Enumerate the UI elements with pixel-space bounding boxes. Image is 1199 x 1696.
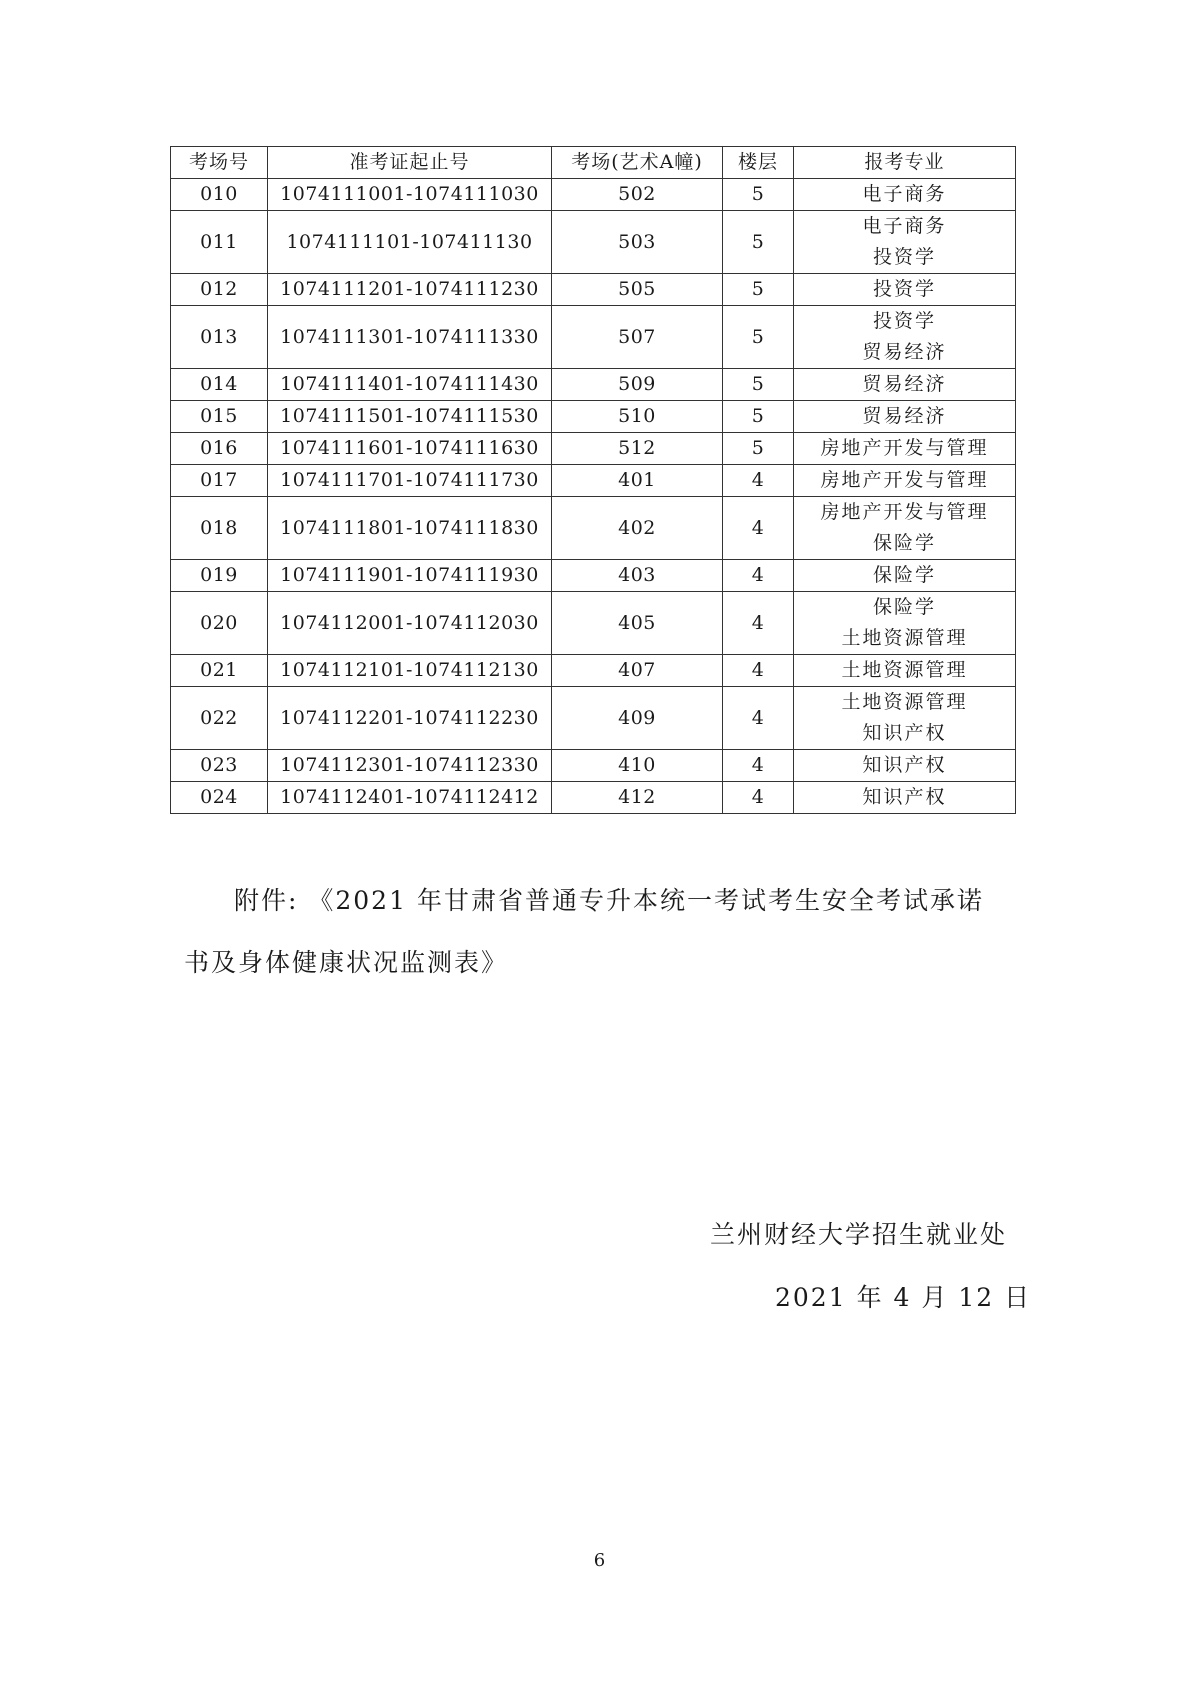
hall-cell: 401 <box>552 465 723 497</box>
hall-cell: 407 <box>552 655 723 687</box>
floor-cell: 4 <box>723 750 794 782</box>
major-cell <box>794 687 1016 750</box>
table-row <box>171 211 1016 274</box>
major-name: 投资学 <box>872 278 936 300</box>
header-major: 报考专业 <box>794 147 1016 179</box>
major-name: 知识产权 <box>862 754 947 776</box>
major-name: 贸易经济 <box>862 373 947 395</box>
major-name: 投资学 <box>872 246 936 268</box>
table-row <box>171 560 1016 592</box>
ticket-range-cell: 1074111901-1074111930 <box>268 560 552 592</box>
major-cell <box>794 465 1016 497</box>
floor-cell: 4 <box>723 782 794 814</box>
major-cell <box>794 306 1016 369</box>
hall-cell: 503 <box>552 211 723 274</box>
ticket-range-cell: 1074112201-1074112230 <box>268 687 552 750</box>
table-row <box>171 655 1016 687</box>
floor-cell: 4 <box>723 497 794 560</box>
floor-cell: 5 <box>723 401 794 433</box>
major-cell <box>794 211 1016 274</box>
major-cell <box>794 497 1016 560</box>
ticket-range-cell: 1074111001-1074111030 <box>268 179 552 211</box>
page-number: 6 <box>593 1550 606 1571</box>
hall-cell: 502 <box>552 179 723 211</box>
hall-cell: 510 <box>552 401 723 433</box>
table-row <box>171 274 1016 306</box>
hall-cell: 509 <box>552 369 723 401</box>
ticket-range-cell: 1074112301-1074112330 <box>268 750 552 782</box>
table-body <box>171 179 1016 814</box>
floor-cell: 5 <box>723 211 794 274</box>
room-cell: 017 <box>171 465 268 497</box>
hall-cell: 512 <box>552 433 723 465</box>
issuer-signature: 兰州财经大学招生就业处 <box>710 1220 1008 1249</box>
major-name: 知识产权 <box>862 722 947 744</box>
ticket-range-cell: 1074111701-1074111730 <box>268 465 552 497</box>
room-cell: 011 <box>171 211 268 274</box>
room-cell: 018 <box>171 497 268 560</box>
ticket-range-cell: 1074111201-1074111230 <box>268 274 552 306</box>
issue-date: 2021 年 4 月 12 日 <box>775 1283 1032 1312</box>
floor-cell: 5 <box>723 179 794 211</box>
attachment-line-1: 附件: 《2021 年甘肃省普通专升本统一考试考生安全考试承诺 <box>234 886 984 915</box>
hall-cell: 409 <box>552 687 723 750</box>
major-name: 保险学 <box>872 532 936 554</box>
room-cell: 015 <box>171 401 268 433</box>
room-cell: 016 <box>171 433 268 465</box>
hall-cell: 505 <box>552 274 723 306</box>
room-cell: 024 <box>171 782 268 814</box>
room-cell: 013 <box>171 306 268 369</box>
header-room: 考场号 <box>171 147 268 179</box>
major-cell <box>794 433 1016 465</box>
major-name: 土地资源管理 <box>841 627 968 649</box>
ticket-range-cell: 1074111501-1074111530 <box>268 401 552 433</box>
major-name: 贸易经济 <box>862 405 947 427</box>
room-cell: 010 <box>171 179 268 211</box>
ticket-range-cell: 1074112001-1074112030 <box>268 592 552 655</box>
table-header-row <box>171 147 1016 179</box>
floor-cell: 5 <box>723 433 794 465</box>
major-name: 电子商务 <box>862 215 947 237</box>
major-cell <box>794 369 1016 401</box>
major-name: 贸易经济 <box>862 341 947 363</box>
major-cell <box>794 179 1016 211</box>
header-ticket-range: 准考证起止号 <box>268 147 552 179</box>
major-cell <box>794 592 1016 655</box>
major-name: 房地产开发与管理 <box>820 469 989 491</box>
floor-cell: 4 <box>723 592 794 655</box>
hall-cell: 402 <box>552 497 723 560</box>
ticket-range-cell: 1074111601-1074111630 <box>268 433 552 465</box>
table-row <box>171 179 1016 211</box>
major-cell <box>794 274 1016 306</box>
ticket-range-cell: 1074111301-1074111330 <box>268 306 552 369</box>
table-row <box>171 401 1016 433</box>
ticket-range-cell: 1074111101-107411130 <box>268 211 552 274</box>
major-name: 保险学 <box>872 564 936 586</box>
header-floor: 楼层 <box>723 147 794 179</box>
hall-cell: 405 <box>552 592 723 655</box>
room-cell: 021 <box>171 655 268 687</box>
major-name: 房地产开发与管理 <box>820 501 989 523</box>
hall-cell: 410 <box>552 750 723 782</box>
room-cell: 023 <box>171 750 268 782</box>
hall-cell: 412 <box>552 782 723 814</box>
floor-cell: 5 <box>723 306 794 369</box>
major-cell <box>794 560 1016 592</box>
table-row <box>171 306 1016 369</box>
major-cell <box>794 750 1016 782</box>
floor-cell: 5 <box>723 274 794 306</box>
major-name: 保险学 <box>872 596 936 618</box>
room-cell: 019 <box>171 560 268 592</box>
table-row <box>171 465 1016 497</box>
major-cell <box>794 782 1016 814</box>
floor-cell: 4 <box>723 655 794 687</box>
room-cell: 012 <box>171 274 268 306</box>
table-row <box>171 782 1016 814</box>
floor-cell: 4 <box>723 687 794 750</box>
major-name: 房地产开发与管理 <box>820 437 989 459</box>
header-hall: 考场(艺术A幢) <box>552 147 723 179</box>
room-cell: 014 <box>171 369 268 401</box>
ticket-range-cell: 1074112101-1074112130 <box>268 655 552 687</box>
hall-cell: 403 <box>552 560 723 592</box>
floor-cell: 5 <box>723 369 794 401</box>
table-row <box>171 433 1016 465</box>
table-row <box>171 369 1016 401</box>
floor-cell: 4 <box>723 560 794 592</box>
attachment-line-2: 书及身体健康状况监测表》 <box>184 948 509 977</box>
major-name: 投资学 <box>872 310 936 332</box>
major-name: 土地资源管理 <box>841 659 968 681</box>
major-cell <box>794 655 1016 687</box>
floor-cell: 4 <box>723 465 794 497</box>
table-row <box>171 687 1016 750</box>
table-row <box>171 592 1016 655</box>
major-name: 土地资源管理 <box>841 691 968 713</box>
hall-cell: 507 <box>552 306 723 369</box>
major-name: 电子商务 <box>862 183 947 205</box>
ticket-range-cell: 1074111801-1074111830 <box>268 497 552 560</box>
table-row <box>171 497 1016 560</box>
ticket-range-cell: 1074111401-1074111430 <box>268 369 552 401</box>
ticket-range-cell: 1074112401-1074112412 <box>268 782 552 814</box>
major-cell <box>794 401 1016 433</box>
table-row <box>171 750 1016 782</box>
room-cell: 020 <box>171 592 268 655</box>
major-name: 知识产权 <box>862 786 947 808</box>
room-cell: 022 <box>171 687 268 750</box>
exam-room-table <box>170 146 1016 814</box>
